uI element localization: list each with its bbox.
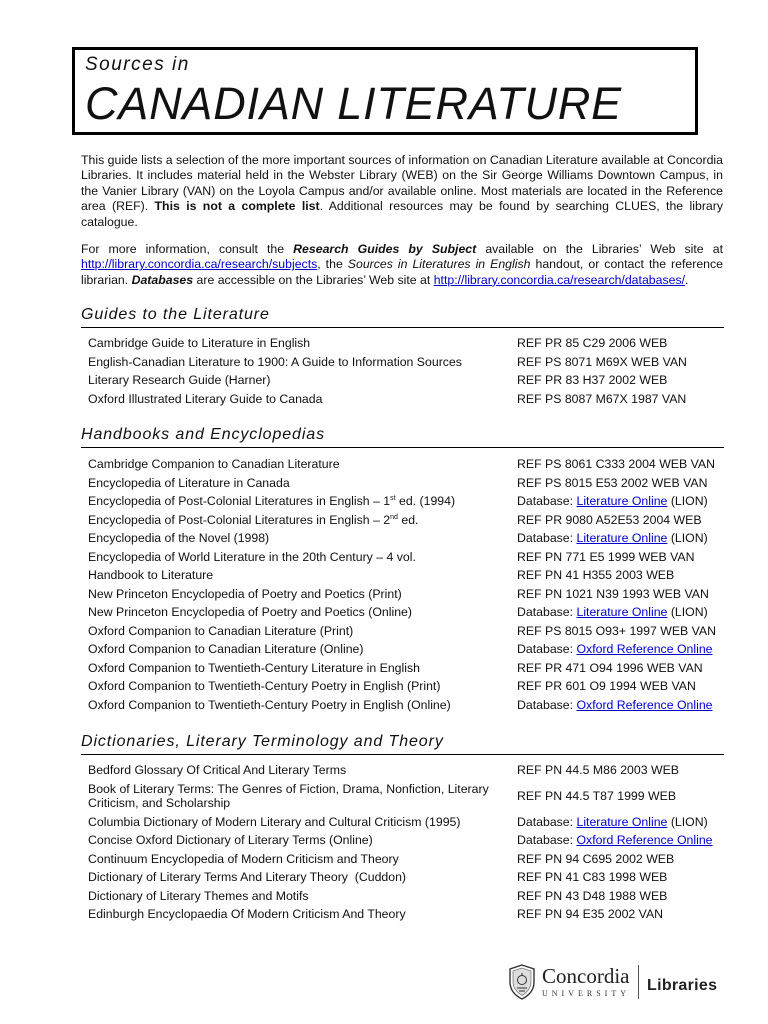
call-number: REF PR 9080 A52E53 2004 WEB <box>517 512 702 527</box>
item-title: Encyclopedia of Post-Colonial Literatures in English – 2nd ed. <box>88 512 419 527</box>
database-link[interactable]: Oxford Reference Online <box>576 697 713 712</box>
intro-text: . <box>685 272 689 287</box>
item-title: New Princeton Encyclopedia of Poetry and Poetics (Online) <box>88 605 412 619</box>
page-subtitle: Sources in <box>85 54 190 75</box>
item-title: Encyclopedia of Post-Colonial Literatures in English – 1st ed. (1994) <box>88 494 456 508</box>
table-row <box>88 511 728 530</box>
table-row <box>88 334 728 353</box>
call-number: REF PS 8015 O93+ 1997 WEB VAN <box>517 623 717 638</box>
section-table <box>88 455 728 714</box>
table-row <box>88 640 728 659</box>
intro-text: For more information, consult the <box>81 242 294 256</box>
table-row <box>88 529 728 548</box>
table-row <box>88 831 728 850</box>
call-number: REF PN 44.5 M86 2003 WEB <box>517 763 679 777</box>
table-row <box>88 603 728 622</box>
handout-title: Sources in Literatures in English <box>347 257 531 272</box>
concordia-libraries-logo <box>508 962 717 1002</box>
call-number: REF PS 8061 C333 2004 WEB VAN <box>517 457 715 471</box>
call-number: REF PR 601 O9 1994 WEB VAN <box>517 679 696 693</box>
call-number: REF PN 94 C695 2002 WEB <box>517 851 675 866</box>
database-link[interactable]: Literature Online <box>576 531 668 545</box>
call-number: REF PR 85 C29 2006 WEB <box>517 336 668 350</box>
item-title: Oxford Illustrated Literary Guide to Canada <box>88 391 323 406</box>
item-title: Dictionary of Literary Themes and Motifs <box>88 888 309 903</box>
item-title: Handbook to Literature <box>88 568 214 582</box>
database-ref: Database: Literature Online (LION) <box>517 605 708 619</box>
section-table <box>88 761 728 924</box>
logo-libraries: Libraries <box>647 977 718 994</box>
intro-text: , the <box>317 257 348 272</box>
item-title: Book of Literary Terms: The Genres of Fiction, Drama, Nonfiction, Literary Criticism, and Scholarship <box>88 781 489 810</box>
item-title: Encyclopedia of World Literature in the 20th Century – 4 vol. <box>88 549 416 564</box>
item-title: Oxford Companion to Twentieth-Century Poetry in English (Online) <box>88 697 451 712</box>
item-title: Continuum Encyclopedia of Modern Criticism and Theory <box>88 851 399 866</box>
logo-divider <box>638 965 639 999</box>
item-title: Concise Oxford Dictionary of Literary Terms (Online) <box>88 833 373 847</box>
page-title: CANADIAN LITERATURE <box>85 78 622 129</box>
table-row <box>88 850 728 869</box>
table-row <box>88 887 728 906</box>
wordmark <box>542 966 630 998</box>
item-title: Oxford Companion to Twentieth-Century Literature in English <box>88 660 420 675</box>
item-title: Encyclopedia of Literature in Canada <box>88 475 290 490</box>
section-heading: Guides to the Literature <box>81 305 724 328</box>
table-row <box>88 622 728 641</box>
intro-text: This guide lists a selection of the more important sources of information on Canadian Literature available at Concordia Libraries. It includes material held in the Webster Library (WEB) on the Sir George Williams Downtown Campus, in the Vanier Library (VAN) on the Loyola Campus and/or available online. Most materials are located in the Reference area (REF). <box>81 153 723 214</box>
call-number: REF PN 41 C83 1998 WEB <box>517 870 668 884</box>
table-row <box>88 353 728 372</box>
call-number: REF PS 8087 M67X 1987 VAN <box>517 391 687 406</box>
table-row <box>88 492 728 511</box>
university-seal-icon <box>508 964 536 1000</box>
item-title: Encyclopedia of the Novel (1998) <box>88 531 270 545</box>
subjects-link[interactable]: http://library.concordia.ca/research/subjects <box>81 257 318 272</box>
database-link[interactable]: Literature Online <box>576 814 668 829</box>
call-number: REF PN 771 E5 1999 WEB VAN <box>517 549 695 564</box>
intro-text: are accessible on the Libraries’ Web site at <box>193 272 434 287</box>
database-ref: Database: Oxford Reference Online <box>517 642 713 656</box>
call-number: REF PR 471 O94 1996 WEB VAN <box>517 660 703 675</box>
section-heading: Handbooks and Encyclopedias <box>81 425 724 448</box>
call-number: REF PN 44.5 T87 1999 WEB <box>517 788 677 803</box>
database-ref: Database: Literature Online (LION) <box>517 531 708 545</box>
item-title: Columbia Dictionary of Modern Literary and Cultural Criticism (1995) <box>88 814 461 829</box>
database-ref: Database: Literature Online (LION) <box>517 814 708 829</box>
intro-text: handout, or contact the reference librarian. <box>81 257 723 287</box>
intro-paragraph-1 <box>81 153 723 230</box>
intro-emphasis: This is not a complete list <box>154 199 320 214</box>
table-row <box>88 677 728 696</box>
item-title: Cambridge Guide to Literature in English <box>88 336 311 350</box>
item-title: English-Canadian Literature to 1900: A Guide to Information Sources <box>88 354 462 369</box>
table-row <box>88 659 728 678</box>
table-row <box>88 548 728 567</box>
table-row <box>88 813 728 832</box>
database-link[interactable]: Oxford Reference Online <box>576 642 713 656</box>
title-box <box>72 47 698 135</box>
table-row <box>88 566 728 585</box>
database-link[interactable]: Literature Online <box>576 494 668 508</box>
database-ref: Database: Literature Online (LION) <box>517 494 708 508</box>
table-row <box>88 696 728 715</box>
intro-text: available on the Libraries’ Web site at <box>476 242 723 256</box>
call-number: REF PS 8015 E53 2002 WEB VAN <box>517 475 708 490</box>
section-heading: Dictionaries, Literary Terminology and Theory <box>81 732 724 755</box>
table-row <box>88 761 728 780</box>
item-title: Oxford Companion to Twentieth-Century Poetry in English (Print) <box>88 679 441 693</box>
item-title: New Princeton Encyclopedia of Poetry and Poetics (Print) <box>88 586 402 601</box>
intro-paragraph-2 <box>81 242 723 288</box>
call-number: REF PN 1021 N39 1993 WEB VAN <box>517 586 709 601</box>
call-number: REF PR 83 H37 2002 WEB <box>517 373 668 387</box>
item-title: Oxford Companion to Canadian Literature (Print) <box>88 623 354 638</box>
item-title: Dictionary of Literary Terms And Literary Theory (Cuddon) <box>88 870 407 884</box>
table-row <box>88 474 728 493</box>
section-table <box>88 334 728 408</box>
item-title: Edinburgh Encyclopaedia Of Modern Criticism And Theory <box>88 907 406 921</box>
item-title: Literary Research Guide (Harner) <box>88 373 271 387</box>
databases-emphasis: Databases <box>131 272 194 287</box>
call-number: REF PN 43 D48 1988 WEB <box>517 888 668 903</box>
item-title: Oxford Companion to Canadian Literature (Online) <box>88 642 364 656</box>
table-row <box>88 780 728 813</box>
table-row <box>88 455 728 474</box>
database-link[interactable]: Oxford Reference Online <box>576 833 713 847</box>
call-number: REF PS 8071 M69X WEB VAN <box>517 354 687 369</box>
research-guides-emphasis: Research Guides by Subject <box>293 242 477 256</box>
database-link[interactable]: Literature Online <box>576 605 668 619</box>
table-row <box>88 371 728 390</box>
call-number: REF PN 41 H355 2003 WEB <box>517 568 675 582</box>
database-ref: Database: Oxford Reference Online <box>517 833 713 847</box>
logo-sub: UNIVERSITY <box>542 989 630 998</box>
call-number: REF PN 94 E35 2002 VAN <box>517 907 664 921</box>
table-row <box>88 905 728 924</box>
table-row <box>88 585 728 604</box>
logo-name: Concordia <box>542 964 630 988</box>
table-row <box>88 390 728 409</box>
item-title: Bedford Glossary Of Critical And Literary Terms <box>88 763 347 777</box>
item-title: Cambridge Companion to Canadian Literature <box>88 457 340 471</box>
intro-text: . Additional resources may be found by searching CLUES, the library catalogue. <box>81 199 723 229</box>
database-ref: Database: Oxford Reference Online <box>517 697 713 712</box>
databases-link[interactable]: http://library.concordia.ca/research/databases/ <box>433 272 686 287</box>
table-row <box>88 868 728 887</box>
